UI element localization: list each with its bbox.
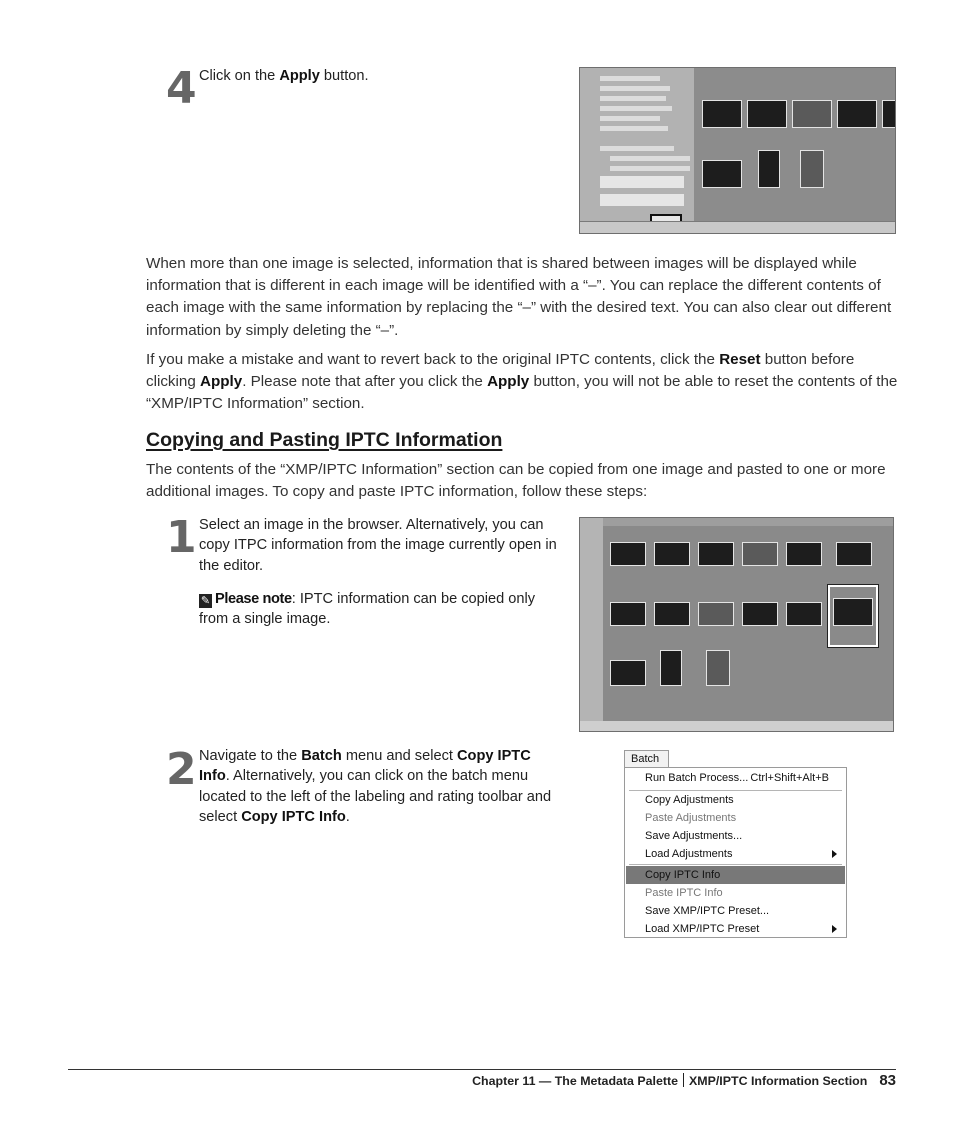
rating-toolbar — [580, 221, 895, 233]
step-text-part: menu and select — [341, 748, 457, 764]
step-text-bold: Copy IPTC Info — [199, 748, 531, 785]
footer-divider — [683, 1073, 684, 1087]
pencil-icon: ✎ — [200, 595, 211, 607]
text-part: If you make a mistake and want to revert back to the original IPTC contents, click the — [146, 351, 720, 368]
page-footer — [472, 1072, 896, 1089]
step-1-text: Select an image in the browser. Alternatively, you can copy ITPC information from the image currently open in the editor. — [199, 517, 557, 574]
menu-item-copy-iptc-info[interactable]: Copy IPTC Info — [626, 866, 845, 884]
text-part: . Please note that after you click the — [242, 373, 488, 391]
step-text-bold: Apply — [279, 68, 320, 84]
batch-menu-title[interactable]: Batch — [624, 750, 669, 768]
menu-separator — [629, 864, 842, 865]
submenu-arrow-icon — [832, 925, 837, 933]
text-part: button, you will not be able to reset the contents of the “XMP/IPTC Information” section. — [146, 373, 898, 413]
text-part: button before clicking — [146, 351, 855, 391]
step-text-bold: Copy IPTC Info — [241, 809, 346, 826]
menu-item-save-xmp-iptc-preset[interactable]: Save XMP/IPTC Preset... — [645, 905, 770, 917]
menu-item-run-batch-process[interactable] — [626, 769, 845, 787]
note-label: Please note — [215, 591, 292, 607]
submenu-arrow-icon — [832, 850, 837, 858]
step-text-part: Navigate to the — [199, 748, 302, 764]
screenshot-metadata-palette — [579, 67, 896, 234]
menu-item-load-xmp-iptc-preset[interactable] — [626, 920, 845, 938]
metadata-panel — [580, 68, 694, 221]
step-4-text — [199, 66, 559, 86]
page-number: 83 — [879, 1072, 896, 1089]
menu-item-label: Load XMP/IPTC Preset — [645, 923, 760, 935]
step-text-part: button. — [319, 68, 369, 84]
step-number: 1 — [166, 512, 195, 563]
step-text-part: . — [345, 809, 350, 826]
menu-item-label: Run Batch Process... — [645, 772, 749, 784]
menu-item-label: Load Adjustments — [645, 848, 733, 860]
text-bold: Apply — [487, 373, 530, 391]
note — [199, 589, 549, 630]
step-number: 2 — [166, 744, 195, 795]
section-heading: Copying and Pasting IPTC Information — [146, 429, 503, 451]
text-bold: Reset — [719, 351, 761, 368]
step-text-part: . Alternatively, you can click on the batch menu located to the left of the labeling and rating toolbar and select — [199, 768, 552, 826]
paragraph — [146, 349, 898, 416]
side-panel — [580, 518, 603, 731]
menu-item-paste-iptc-info[interactable]: Paste IPTC Info — [645, 887, 723, 899]
menu-item-shortcut: Ctrl+Shift+Alt+B — [750, 772, 829, 784]
menu-item-paste-adjustments[interactable]: Paste Adjustments — [645, 812, 737, 824]
step-text-part: Click on the — [199, 68, 280, 84]
paragraph: The contents of the “XMP/IPTC Information” section can be copied from one image and pasted to one or more additional images. To copy and paste IPTC information, follow these steps: — [146, 461, 886, 501]
footer-section: XMP/IPTC Information Section — [689, 1074, 868, 1088]
paragraph: When more than one image is selected, information that is shared between images will be displayed while information that is different in each image will be identified with a “–”. You can replace the different contents of each image with the same information by replacing the “–” with the desired text. You can also clear out different information by simply deleting the “–”. — [146, 255, 892, 339]
bottom-toolbar — [580, 721, 893, 731]
menu-item-load-adjustments[interactable] — [626, 845, 845, 863]
step-2-text — [199, 746, 565, 828]
step-text-bold: Batch — [301, 748, 342, 764]
footer-rule — [68, 1069, 896, 1070]
menu-item-save-adjustments[interactable]: Save Adjustments... — [645, 830, 743, 842]
menu-item-copy-adjustments[interactable]: Copy Adjustments — [645, 794, 734, 806]
footer-chapter: Chapter 11 — The Metadata Palette — [472, 1074, 678, 1088]
step-number: 4 — [166, 63, 195, 114]
text-bold: Apply — [200, 373, 243, 391]
screenshot-image-browser — [579, 517, 894, 732]
batch-menu — [624, 767, 847, 938]
note-text: : IPTC information can be copied only from a single image. — [199, 591, 536, 628]
